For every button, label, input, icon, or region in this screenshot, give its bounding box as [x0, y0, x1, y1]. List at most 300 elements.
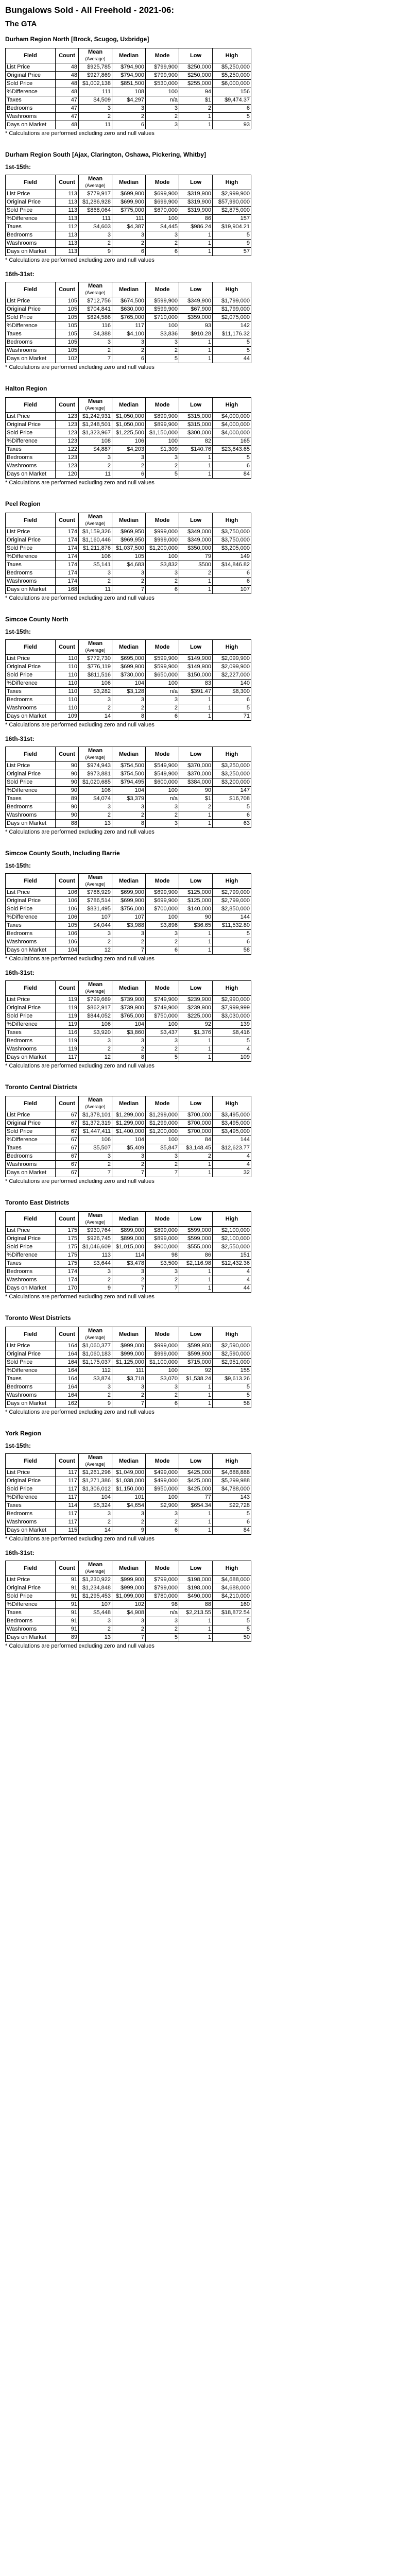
row-value: 164 [56, 1342, 79, 1350]
row-label: List Price [6, 1227, 56, 1235]
table-row [6, 545, 251, 553]
row-value: 2 [112, 811, 146, 820]
column-header-mean [79, 981, 112, 996]
row-value: 110 [56, 688, 79, 696]
row-value: 6 [112, 121, 146, 129]
row-label: Bedrooms [6, 105, 56, 113]
row-value: 4 [213, 1153, 251, 1161]
row-value: 165 [213, 437, 251, 446]
row-value: $794,900 [112, 63, 146, 72]
row-value: 3 [112, 231, 146, 240]
row-value: $851,500 [112, 80, 146, 88]
row-label: Washrooms [6, 1161, 56, 1169]
row-value: 67 [56, 1136, 79, 1144]
row-value: $3,495,000 [213, 1128, 251, 1136]
row-value: 5 [213, 347, 251, 355]
row-value: $1,150,000 [146, 429, 179, 437]
row-value: 1 [179, 1284, 213, 1293]
column-header-field: Field [6, 513, 56, 528]
table-row [6, 803, 251, 811]
row-value: $1,372,319 [79, 1120, 112, 1128]
row-value: $699,900 [146, 198, 179, 207]
row-label: Sold Price [6, 1243, 56, 1251]
stats-table [5, 1327, 251, 1408]
row-value: $999,000 [112, 1584, 146, 1592]
row-value: 67 [56, 1128, 79, 1136]
row-value: 106 [56, 889, 79, 897]
row-value: 2 [146, 1276, 179, 1284]
row-value: 84 [179, 1136, 213, 1144]
table-row [6, 1161, 251, 1169]
table-row [6, 1400, 251, 1408]
row-value: $3,644 [79, 1260, 112, 1268]
table-row [6, 231, 251, 240]
region-section [5, 151, 407, 370]
row-value: $4,000,000 [213, 413, 251, 421]
row-value: $699,900 [112, 663, 146, 671]
row-label: %Difference [6, 215, 56, 223]
row-value: 105 [56, 306, 79, 314]
row-value: 112 [79, 1367, 112, 1375]
row-value: 92 [179, 1367, 213, 1375]
table-row [6, 569, 251, 578]
row-value: 3 [112, 105, 146, 113]
row-value: $969,950 [112, 528, 146, 536]
region-section [5, 1314, 407, 1415]
column-header-mean [79, 1327, 112, 1342]
row-value: 175 [56, 1235, 79, 1243]
row-value: 3 [146, 1383, 179, 1392]
row-value: n/a [146, 688, 179, 696]
row-value: 32 [213, 1169, 251, 1177]
stats-block [5, 1442, 407, 1542]
mean-header-label: Mean [88, 1562, 103, 1568]
table-row [6, 1342, 251, 1350]
table-row [6, 1367, 251, 1375]
row-value: 117 [56, 1485, 79, 1494]
row-label: Sold Price [6, 314, 56, 322]
row-value: 98 [146, 1251, 179, 1260]
row-value: $2,550,000 [213, 1243, 251, 1251]
row-value: $4,387 [112, 223, 146, 231]
row-value: $2,116.98 [179, 1260, 213, 1268]
row-value: $425,000 [179, 1477, 213, 1485]
row-value: 48 [56, 88, 79, 96]
row-value: $2,900 [146, 1502, 179, 1510]
stats-block [5, 397, 407, 486]
row-value: 174 [56, 578, 79, 586]
row-value: 82 [179, 437, 213, 446]
row-value: 1 [179, 1169, 213, 1177]
table-row [6, 561, 251, 569]
table-row [6, 913, 251, 922]
region-section [5, 385, 407, 486]
row-label: List Price [6, 1342, 56, 1350]
period-subtitle: 1st-15th: [5, 163, 31, 171]
row-value: 104 [112, 1136, 146, 1144]
row-value: 111 [79, 215, 112, 223]
row-value: 1 [179, 578, 213, 586]
mean-header-sublabel: (Average) [85, 882, 106, 887]
row-value: 144 [213, 913, 251, 922]
row-value: $699,900 [146, 897, 179, 905]
row-value: $999,900 [112, 1576, 146, 1584]
column-header-low: Low [179, 1327, 213, 1342]
table-row [6, 1617, 251, 1625]
column-header-median: Median [112, 398, 146, 413]
row-value: 2 [146, 938, 179, 946]
stats-block [5, 163, 407, 263]
row-value: 110 [56, 655, 79, 663]
row-value: 5 [146, 1054, 179, 1062]
row-value: $9,613.26 [213, 1375, 251, 1383]
table-row [6, 1584, 251, 1592]
table-header-row [6, 48, 251, 63]
column-header-low: Low [179, 874, 213, 889]
row-value: 8 [112, 713, 146, 721]
row-value: 105 [56, 338, 79, 347]
column-header-mode: Mode [146, 981, 179, 996]
row-value: 5 [213, 704, 251, 713]
row-label: Sold Price [6, 905, 56, 913]
row-value: 1 [179, 1527, 213, 1535]
row-value: 1 [179, 1037, 213, 1045]
column-header-mean [79, 874, 112, 889]
mean-header-label: Mean [88, 1454, 103, 1461]
row-value: $3,836 [146, 330, 179, 338]
row-value: 11 [79, 586, 112, 594]
row-value: 14 [79, 1527, 112, 1535]
row-value: 100 [146, 553, 179, 561]
row-value: 3 [79, 569, 112, 578]
column-header-field: Field [6, 1212, 56, 1227]
row-value: 100 [146, 88, 179, 96]
region-title: Toronto Central Districts [5, 1083, 78, 1091]
row-value: 119 [56, 1037, 79, 1045]
row-value: $5,324 [79, 1502, 112, 1510]
column-header-mode: Mode [146, 513, 179, 528]
row-value: 6 [213, 811, 251, 820]
row-label: Bedrooms [6, 1037, 56, 1045]
row-label: Taxes [6, 1375, 56, 1383]
row-value: 2 [79, 1045, 112, 1054]
row-value: 157 [213, 215, 251, 223]
region-title: Toronto East Districts [5, 1199, 70, 1206]
row-label: Original Price [6, 536, 56, 545]
table-header-row [6, 1327, 251, 1342]
row-value: 3 [146, 1037, 179, 1045]
row-value: 3 [79, 1037, 112, 1045]
row-label: Taxes [6, 446, 56, 454]
row-value: $1,100,000 [146, 1359, 179, 1367]
table-row [6, 437, 251, 446]
stats-block [5, 48, 407, 137]
row-value: 1 [179, 470, 213, 479]
row-value: 84 [213, 470, 251, 479]
row-value: $149,900 [179, 655, 213, 663]
column-header-median: Median [112, 1096, 146, 1111]
mean-header-label: Mean [88, 1328, 103, 1334]
column-header-field: Field [6, 1327, 56, 1342]
row-label: Taxes [6, 1502, 56, 1510]
row-value: 3 [79, 1268, 112, 1276]
row-label: %Difference [6, 1601, 56, 1609]
row-value: $3,200,000 [213, 778, 251, 787]
row-value: 6 [112, 355, 146, 363]
row-value: $1,299,000 [112, 1120, 146, 1128]
table-row [6, 297, 251, 306]
row-value: 105 [56, 314, 79, 322]
row-value: $1,299,000 [146, 1111, 179, 1120]
row-label: Taxes [6, 922, 56, 930]
row-value: 2 [79, 938, 112, 946]
table-row [6, 938, 251, 946]
row-label: Washrooms [6, 113, 56, 121]
row-label: Washrooms [6, 1625, 56, 1634]
table-header-row [6, 282, 251, 297]
row-value: $3,070 [146, 1375, 179, 1383]
row-label: Washrooms [6, 462, 56, 470]
table-row [6, 1045, 251, 1054]
mean-header-sublabel: (Average) [85, 755, 106, 760]
row-value: 6 [146, 586, 179, 594]
row-value: 174 [56, 553, 79, 561]
table-row [6, 922, 251, 930]
mean-header-sublabel: (Average) [85, 1569, 106, 1574]
row-value: $530,000 [146, 80, 179, 88]
row-value: 7 [112, 1284, 146, 1293]
column-header-high: High [213, 874, 251, 889]
calculation-note: * Calculations are performed excluding zero and null values [5, 1536, 154, 1542]
table-row [6, 355, 251, 363]
row-value: 1 [179, 820, 213, 828]
row-value: 2 [79, 811, 112, 820]
column-header-low: Low [179, 398, 213, 413]
row-value: 2 [79, 704, 112, 713]
row-value: 117 [56, 1477, 79, 1485]
mean-header-label: Mean [88, 748, 103, 754]
row-value: $384,000 [179, 778, 213, 787]
row-value: $1,002,138 [79, 80, 112, 88]
column-header-mean [79, 398, 112, 413]
table-header-row [6, 1096, 251, 1111]
row-value: $999,000 [146, 1350, 179, 1359]
row-value: $3,495,000 [213, 1120, 251, 1128]
row-value: 174 [56, 528, 79, 536]
row-value: $8,416 [213, 1029, 251, 1037]
calculation-note: * Calculations are performed excluding zero and null values [5, 829, 154, 835]
row-value: $730,000 [112, 671, 146, 680]
row-label: List Price [6, 63, 56, 72]
row-label: Taxes [6, 223, 56, 231]
row-value: 1 [179, 248, 213, 256]
table-row [6, 347, 251, 355]
table-row [6, 696, 251, 704]
row-value: $11,176.32 [213, 330, 251, 338]
table-row [6, 1576, 251, 1584]
stats-block [5, 1549, 407, 1649]
row-value: 102 [56, 355, 79, 363]
column-header-high: High [213, 1327, 251, 1342]
row-value: $2,075,000 [213, 314, 251, 322]
row-value: $699,900 [146, 889, 179, 897]
calculation-note: * Calculations are performed excluding zero and null values [5, 1294, 154, 1300]
row-value: 1 [179, 1634, 213, 1642]
row-label: Taxes [6, 1029, 56, 1037]
row-value: $19,904.21 [213, 223, 251, 231]
table-row [6, 330, 251, 338]
row-value: $1,378,101 [79, 1111, 112, 1120]
row-value: 100 [146, 215, 179, 223]
row-value: 3 [146, 696, 179, 704]
row-value: $862,917 [79, 1004, 112, 1012]
row-value: $776,119 [79, 663, 112, 671]
row-label: Original Price [6, 1477, 56, 1485]
row-value: $300,000 [179, 429, 213, 437]
table-row [6, 1609, 251, 1617]
table-row [6, 421, 251, 429]
row-value: 47 [56, 105, 79, 113]
row-value: 5 [213, 930, 251, 938]
column-header-high: High [213, 48, 251, 63]
table-header-row [6, 175, 251, 190]
page-title: Bungalows Sold - All Freehold - 2021-06: [5, 5, 175, 15]
row-value: 5 [146, 470, 179, 479]
calculation-note: * Calculations are performed excluding zero and null values [5, 1643, 154, 1649]
row-value: 1 [179, 704, 213, 713]
row-value: 5 [213, 338, 251, 347]
row-value: 139 [213, 1021, 251, 1029]
mean-header-sublabel: (Average) [85, 1219, 106, 1225]
row-value: $699,900 [112, 889, 146, 897]
row-value: 3 [146, 803, 179, 811]
column-header-mode: Mode [146, 48, 179, 63]
row-value: 3 [146, 820, 179, 828]
mean-header-label: Mean [88, 1212, 103, 1218]
row-label: Bedrooms [6, 1510, 56, 1518]
row-value: 106 [56, 913, 79, 922]
row-value: $9,474.37 [213, 96, 251, 105]
row-value: $370,000 [179, 762, 213, 770]
row-value: $765,000 [112, 1012, 146, 1021]
row-value: $999,000 [146, 1342, 179, 1350]
period-subtitle: 1st-15th: [5, 628, 31, 635]
calculation-note: * Calculations are performed excluding zero and null values [5, 364, 154, 370]
row-value: $899,000 [112, 1227, 146, 1235]
row-label: List Price [6, 996, 56, 1004]
row-label: Sold Price [6, 1592, 56, 1601]
row-value: 100 [146, 1494, 179, 1502]
row-value: $315,000 [179, 413, 213, 421]
row-value: $2,590,000 [213, 1350, 251, 1359]
row-label: Taxes [6, 96, 56, 105]
row-value: 2 [146, 704, 179, 713]
row-value: 144 [213, 1136, 251, 1144]
row-value: 174 [56, 545, 79, 553]
row-value: $749,900 [146, 996, 179, 1004]
row-value: $315,000 [179, 421, 213, 429]
row-value: 101 [112, 1494, 146, 1502]
stats-table [5, 980, 251, 1062]
row-value: 2 [146, 240, 179, 248]
row-value: $5,409 [112, 1144, 146, 1153]
row-label: Washrooms [6, 1518, 56, 1527]
row-value: 117 [56, 1469, 79, 1477]
row-value: $1,234,848 [79, 1584, 112, 1592]
column-header-mean [79, 282, 112, 297]
period-subtitle: 1st-15th: [5, 1442, 31, 1449]
column-header-count: Count [56, 48, 79, 63]
row-value: 123 [56, 437, 79, 446]
row-value: 1 [179, 1392, 213, 1400]
row-value: 3 [112, 569, 146, 578]
row-value: 106 [56, 897, 79, 905]
row-value: $1,230,922 [79, 1576, 112, 1584]
row-value: $1,211,876 [79, 545, 112, 553]
row-value: 48 [56, 63, 79, 72]
row-label: Bedrooms [6, 569, 56, 578]
table-row [6, 1350, 251, 1359]
column-header-field: Field [6, 874, 56, 889]
row-value: 1 [179, 1518, 213, 1527]
row-value: 119 [56, 1004, 79, 1012]
row-label: Washrooms [6, 938, 56, 946]
row-value: 117 [56, 1518, 79, 1527]
row-value: $986.24 [179, 223, 213, 231]
row-value: 123 [56, 413, 79, 421]
row-value: $3,030,000 [213, 1012, 251, 1021]
row-value: 6 [213, 569, 251, 578]
row-value: 175 [56, 1243, 79, 1251]
row-value: 3 [146, 569, 179, 578]
region-title: York Region [5, 1430, 41, 1437]
row-value: 9 [213, 240, 251, 248]
row-value: 1 [179, 121, 213, 129]
row-value: 7 [112, 1400, 146, 1408]
row-value: 5 [213, 231, 251, 240]
row-value: $250,000 [179, 72, 213, 80]
row-value: $319,900 [179, 207, 213, 215]
row-value: 110 [56, 704, 79, 713]
row-label: Washrooms [6, 1392, 56, 1400]
row-value: $754,500 [112, 770, 146, 778]
row-label: Original Price [6, 1235, 56, 1243]
row-value: 105 [112, 553, 146, 561]
column-header-count: Count [56, 1212, 79, 1227]
row-label: Bedrooms [6, 803, 56, 811]
row-value: 2 [112, 1625, 146, 1634]
row-value: 9 [79, 248, 112, 256]
row-label: Original Price [6, 897, 56, 905]
column-header-mean [79, 747, 112, 762]
row-value: $1,323,967 [79, 429, 112, 437]
stats-table [5, 513, 251, 594]
stats-table [5, 282, 251, 363]
row-value: 8 [112, 820, 146, 828]
row-value: $899,000 [112, 1235, 146, 1243]
row-value: 104 [79, 1494, 112, 1502]
row-value: $600,000 [146, 778, 179, 787]
table-row [6, 1284, 251, 1293]
column-header-field: Field [6, 398, 56, 413]
row-value: 109 [56, 713, 79, 721]
table-row [6, 586, 251, 594]
table-row [6, 63, 251, 72]
row-value: $4,074 [79, 795, 112, 803]
row-value: $844,052 [79, 1012, 112, 1021]
row-value: 119 [56, 1012, 79, 1021]
table-row [6, 80, 251, 88]
